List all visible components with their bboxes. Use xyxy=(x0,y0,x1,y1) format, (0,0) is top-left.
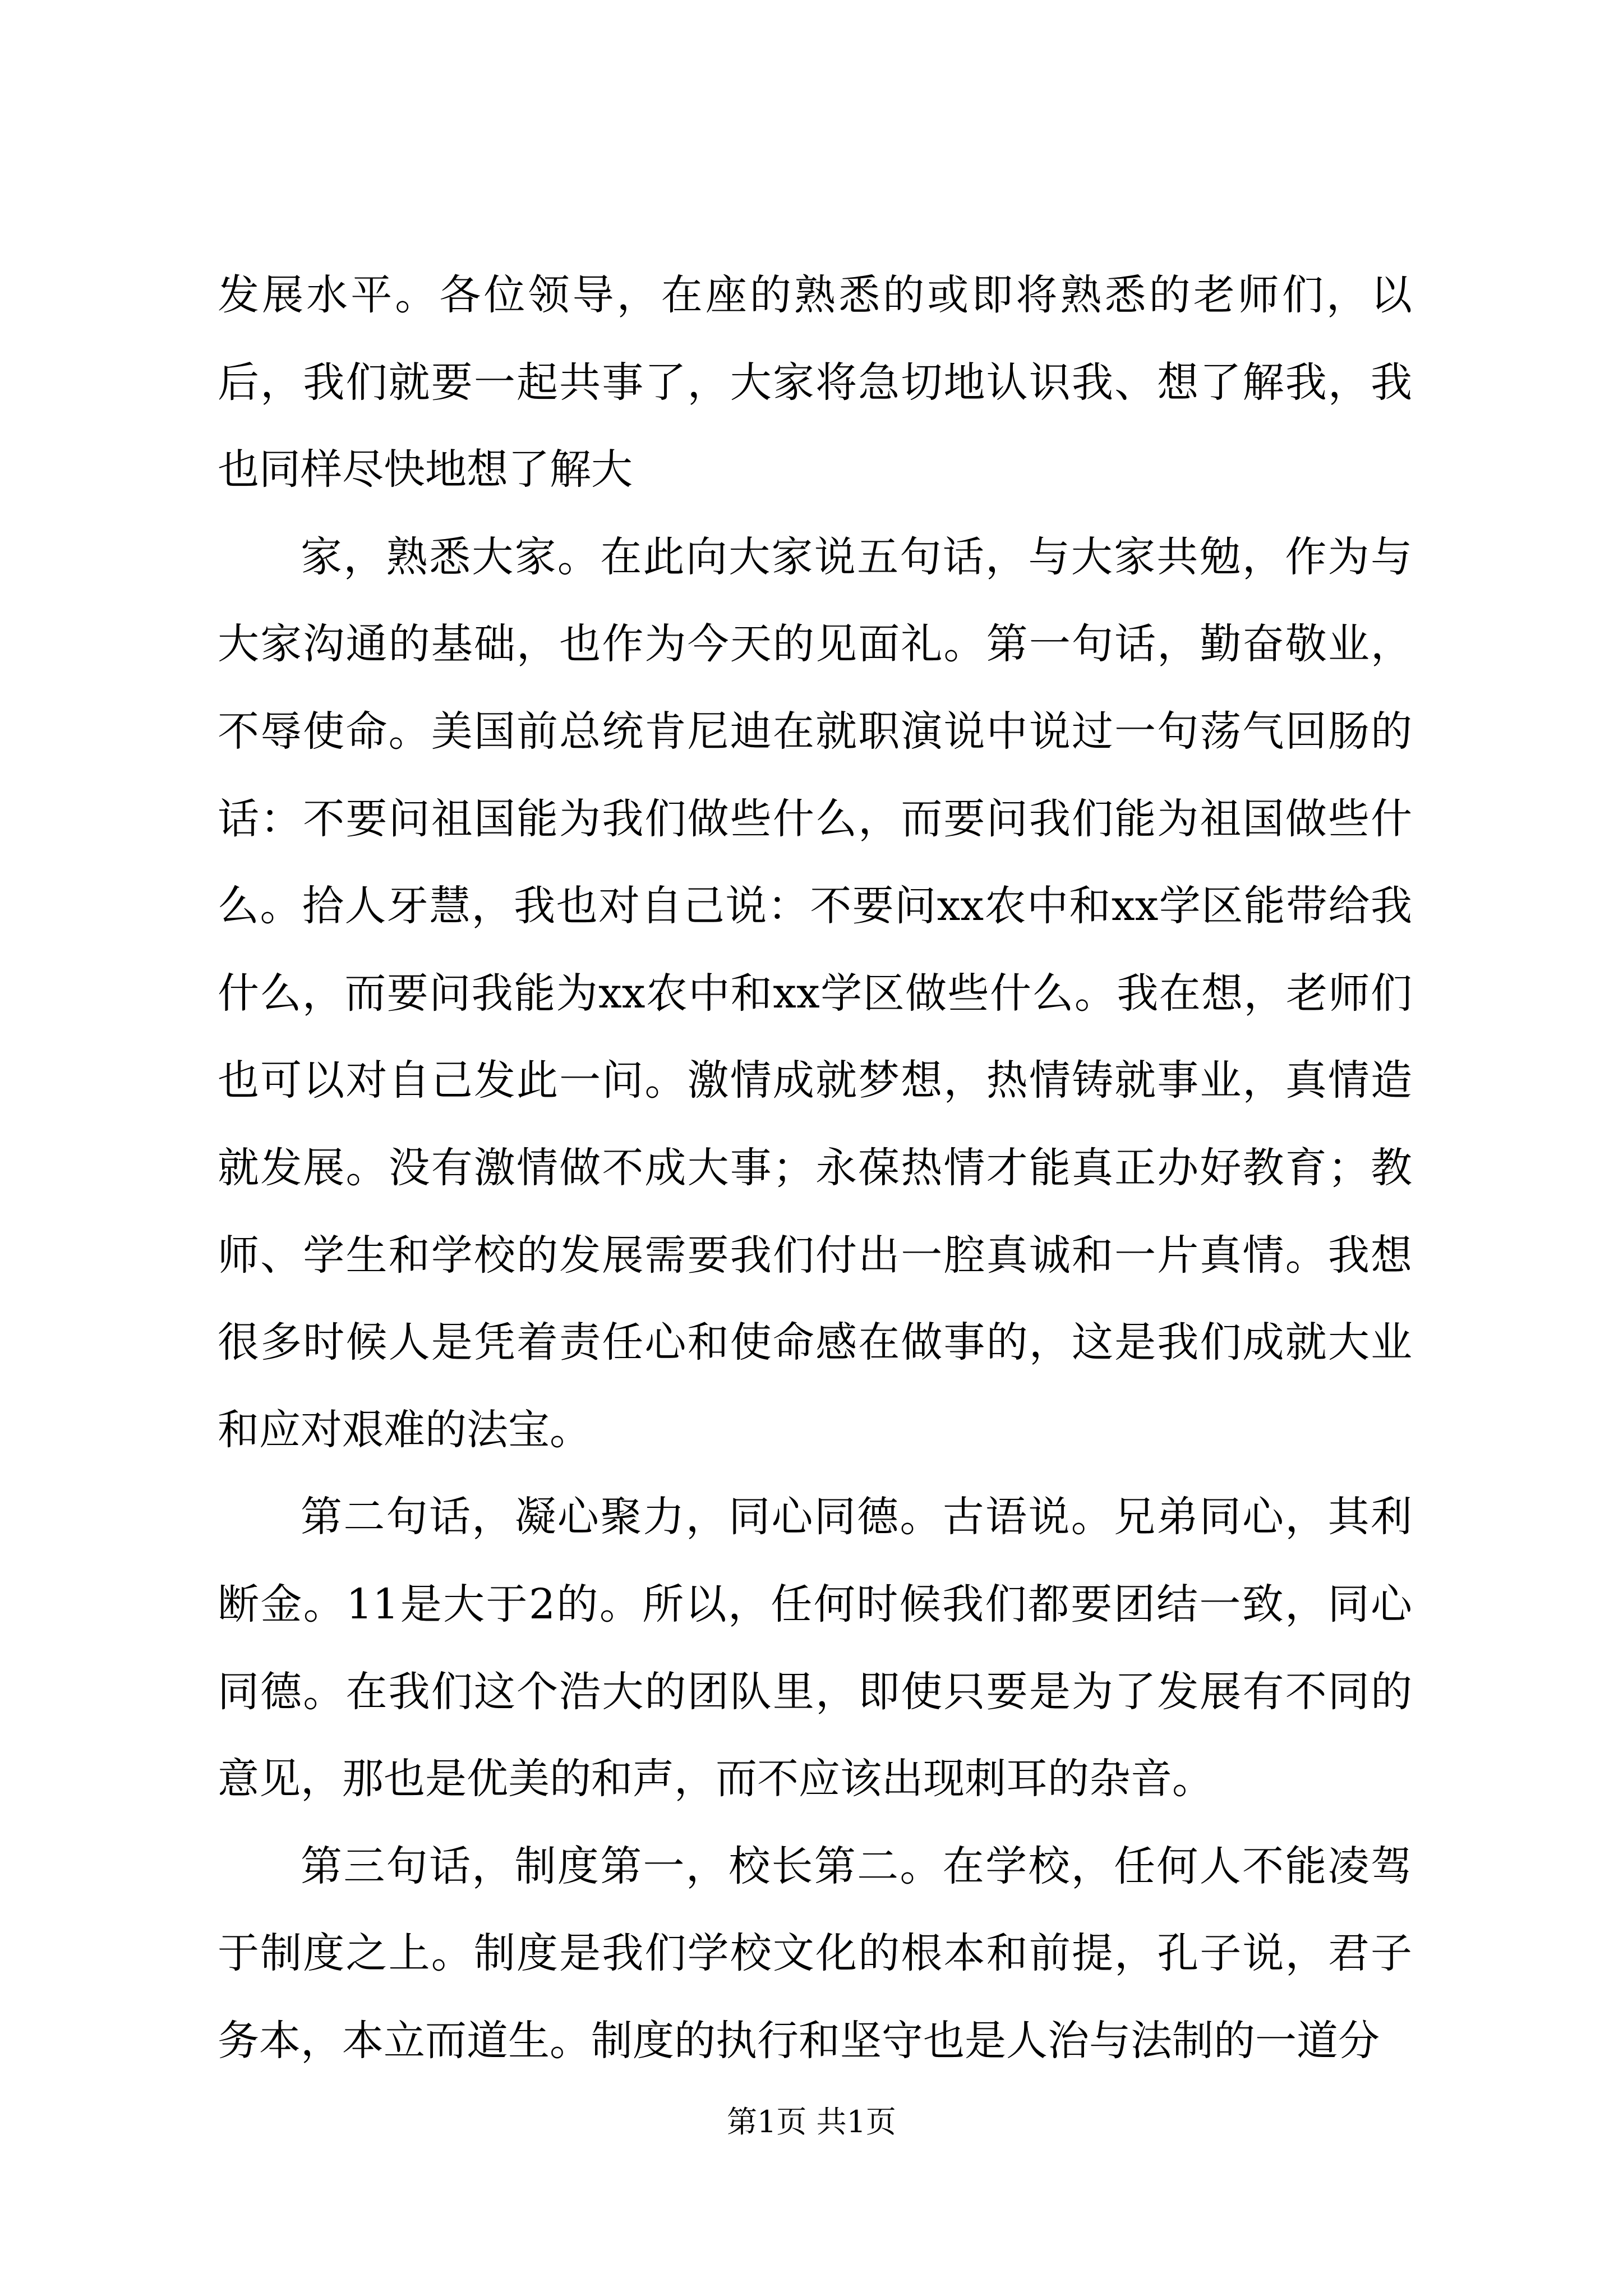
document-body xyxy=(218,252,1412,2085)
paragraph-4: 第三句话，制度第一，校长第二。在学校，任何人不能凌驾于制度之上。制度是我们学校文化的根本和前提，孔子说，君子务本，本立而道生。制度的执行和坚守也是人治与法制的一道分 xyxy=(218,1842,1412,2065)
paragraph-3: 第二句话，凝心聚力，同心同德。古语说。兄弟同心，其利断金。11是大于2的。所以，任何时候我们都要团结一致，同心同德。在我们这个浩大的团队里，即使只要是为了发展有不同的意见，那也是优美的和声，而不应该出现刺耳的杂音。 xyxy=(218,1493,1412,1803)
page-footer: 第1页 共1页 xyxy=(727,2104,896,2139)
paragraph-2: 家，熟悉大家。在此向大家说五句话，与大家共勉，作为与大家沟通的基础，也作为今天的见面礼。第一句话，勤奋敬业，不辱使命。美国前总统肯尼迪在就职演说中说过一句荡气回肠的话：不要问祖国能为我们做些什么，而要问我们能为祖国做些什么。拾人牙慧，我也对自己说：不要问xx农中和xx学区能带给我什么，而要问我能为xx农中和xx学区做些什么。我在想，老师们也可以对自己发此一问。激情成就梦想，热情铸就事业，真情造就发展。没有激情做不成大事；永葆热情才能真正办好教育；教师、学生和学校的发展需要我们付出一腔真诚和一片真情。我想很多时候人是凭着责任心和使命感在做事的，这是我们成就大业和应对艰难的法宝。 xyxy=(218,532,1412,1454)
paragraph-1: 发展水平。各位领导，在座的熟悉的或即将熟悉的老师们，以后，我们就要一起共事了，大家将急切地认识我、想了解我，我也同样尽快地想了解大 xyxy=(218,271,1412,494)
